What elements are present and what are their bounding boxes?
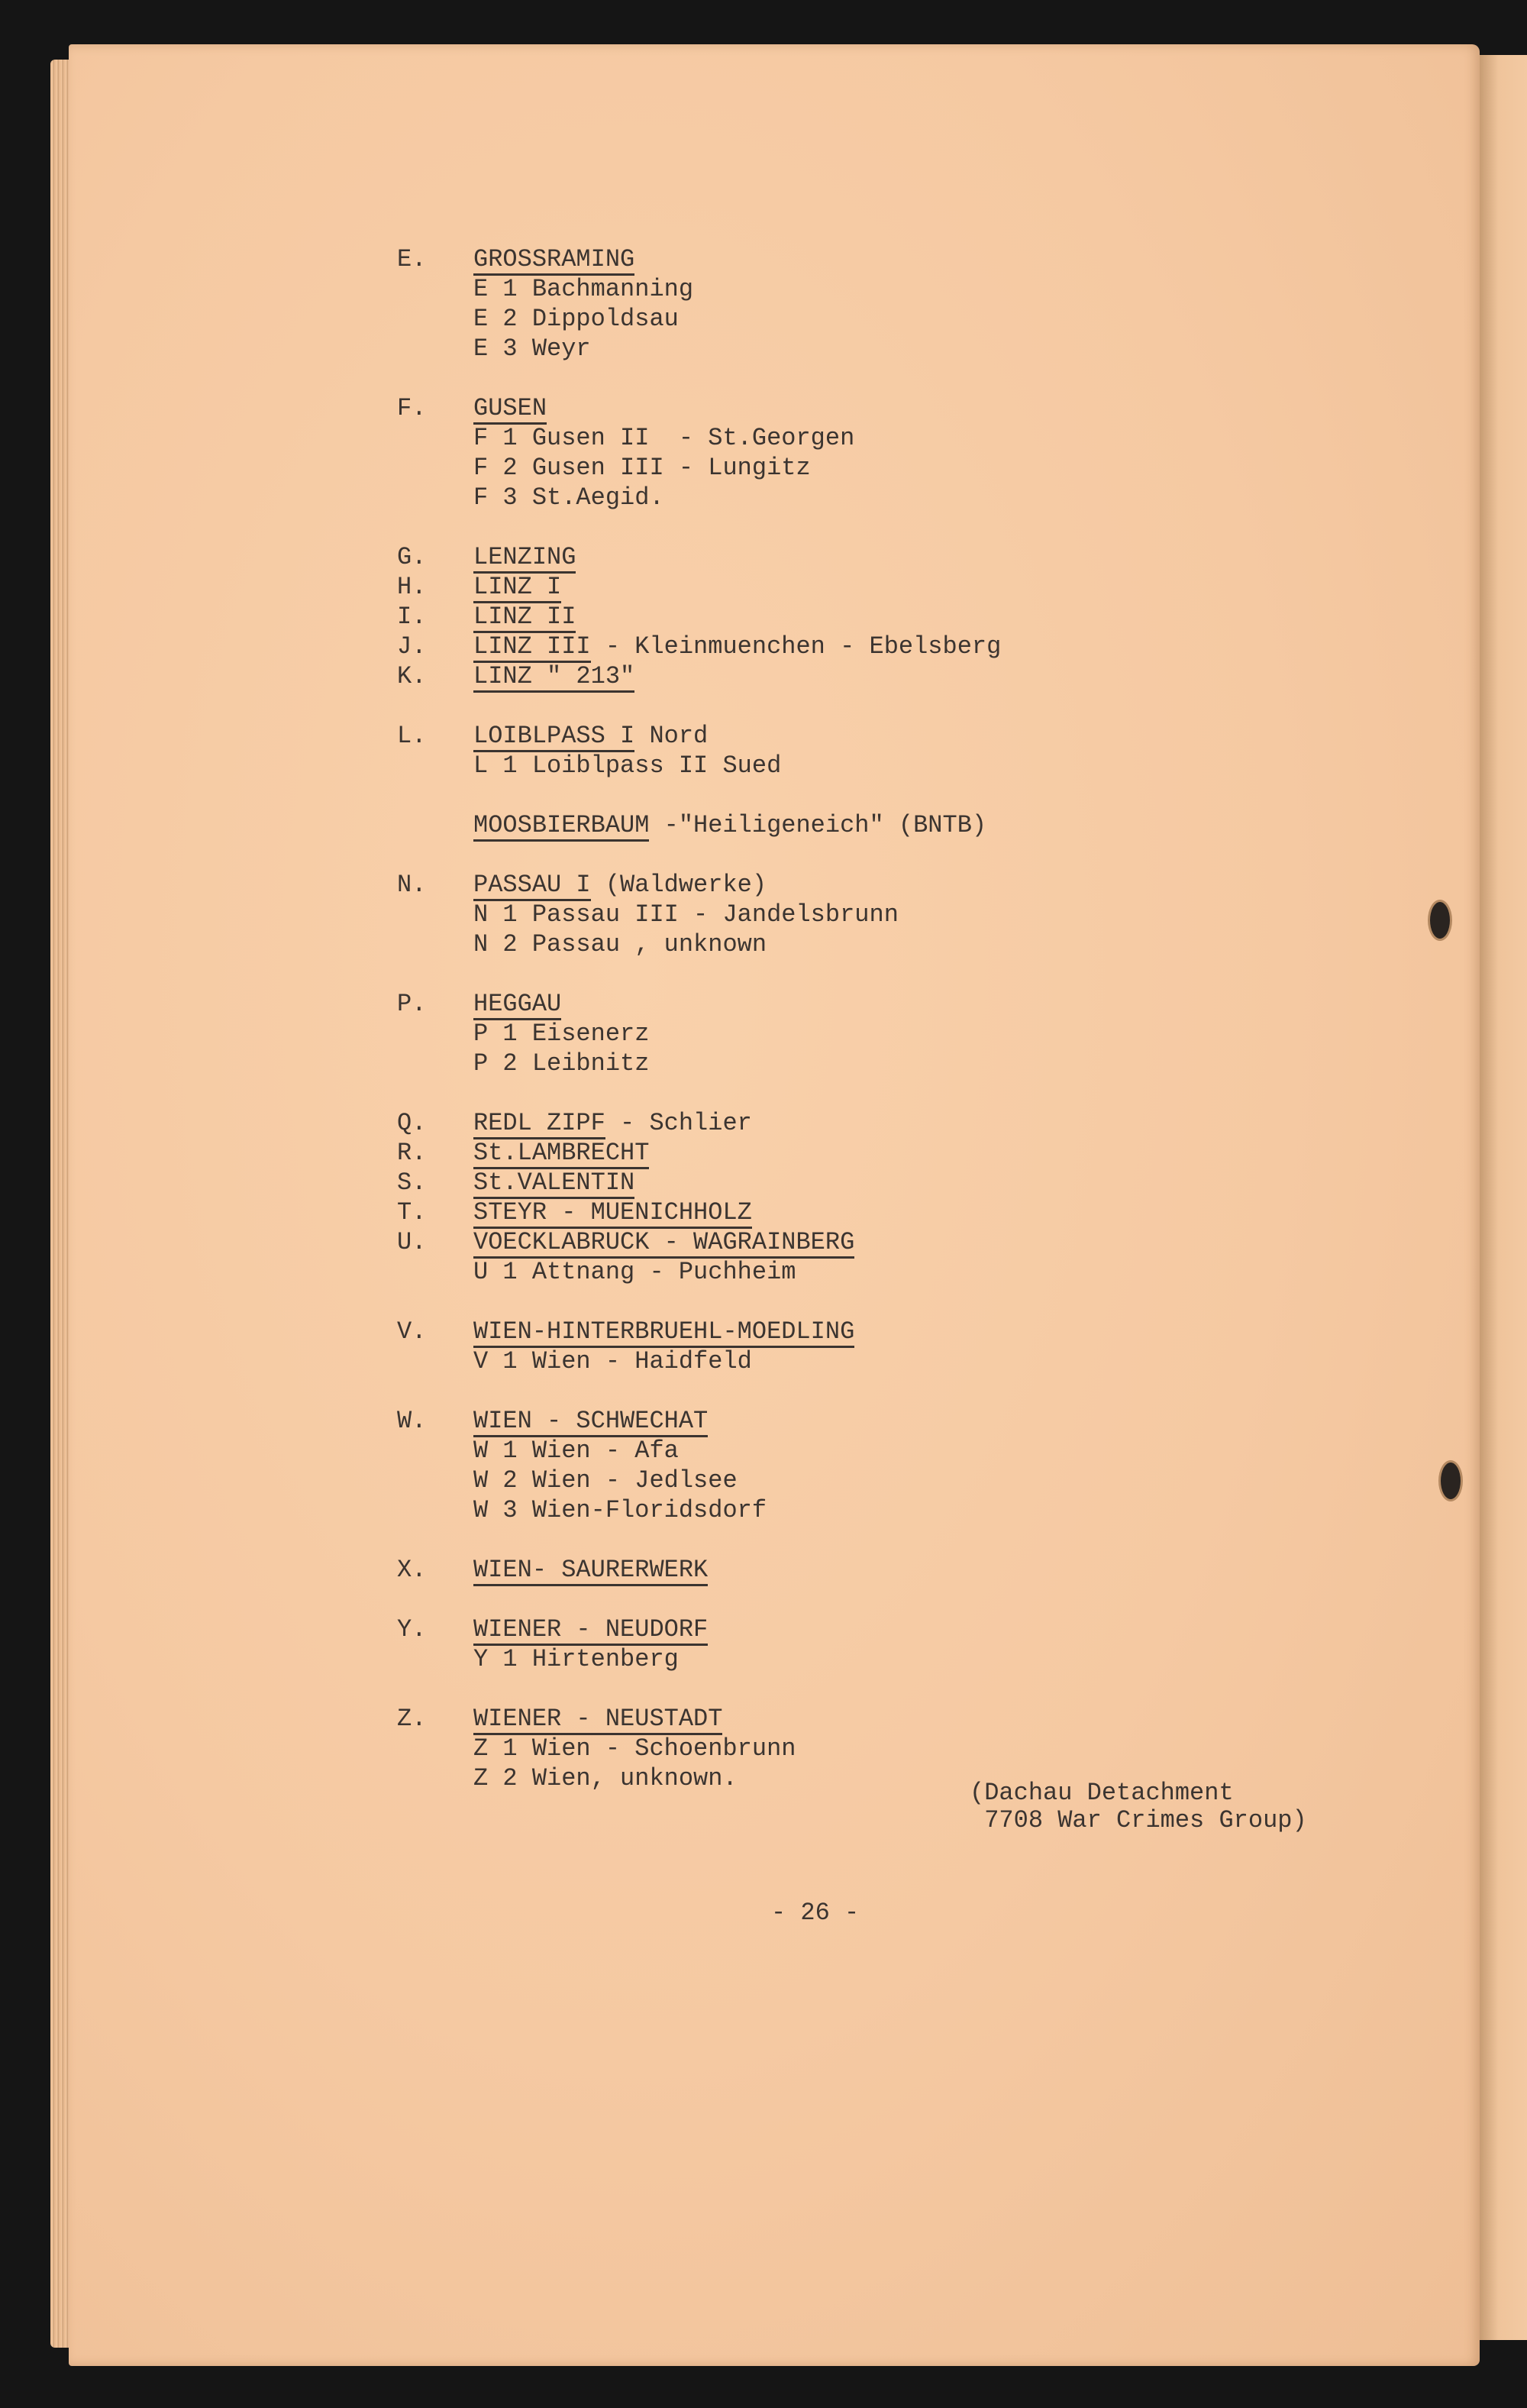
subcamp-row bbox=[397, 1644, 1351, 1674]
camp-name: REDL ZIPF bbox=[473, 1109, 605, 1139]
camp-section bbox=[397, 1406, 1351, 1525]
section-letter: E. bbox=[397, 245, 427, 273]
section-letter: L. bbox=[397, 722, 427, 750]
camp-section bbox=[397, 1614, 1351, 1674]
subcamp-name: Z 2 Wien, unknown. bbox=[473, 1764, 738, 1792]
binding-hole bbox=[1438, 1460, 1463, 1501]
section-letter: F. bbox=[397, 394, 427, 422]
section-letter: J. bbox=[397, 632, 427, 661]
camp-name: PASSAU I bbox=[473, 871, 591, 901]
section-letter: P. bbox=[397, 990, 427, 1018]
camp-section bbox=[397, 721, 1351, 781]
camp-heading-row bbox=[397, 1227, 1351, 1257]
section-letter: Z. bbox=[397, 1705, 427, 1733]
section-letter: G. bbox=[397, 543, 427, 571]
camp-heading-row bbox=[397, 661, 1351, 691]
subcamp-name: N 1 Passau III - Jandelsbrunn bbox=[473, 900, 899, 929]
camp-name: GROSSRAMING bbox=[473, 245, 634, 276]
subcamp-row bbox=[397, 1257, 1351, 1287]
subcamp-row bbox=[397, 483, 1351, 512]
section-letter: I. bbox=[397, 603, 427, 631]
camp-heading-row bbox=[397, 244, 1351, 274]
camp-section bbox=[397, 1317, 1351, 1376]
subcamp-name: W 3 Wien-Floridsdorf bbox=[473, 1496, 767, 1524]
camp-name: WIEN- SAURERWERK bbox=[473, 1556, 708, 1586]
camp-name: STEYR - MUENICHHOLZ bbox=[473, 1198, 752, 1229]
subcamp-name: E 3 Weyr bbox=[473, 335, 591, 363]
section-letter: K. bbox=[397, 662, 427, 690]
subcamp-row bbox=[397, 304, 1351, 334]
subcamp-name: W 2 Wien - Jedlsee bbox=[473, 1466, 738, 1495]
subcamp-row bbox=[397, 1049, 1351, 1078]
camp-detail: - Kleinmuenchen - Ebelsberg bbox=[590, 632, 1002, 661]
camp-heading-row bbox=[397, 542, 1351, 572]
camp-detail: - Schlier bbox=[605, 1109, 752, 1137]
camp-name: St.LAMBRECHT bbox=[473, 1139, 649, 1169]
subcamp-name: Y 1 Hirtenberg bbox=[473, 1645, 679, 1673]
subcamp-row bbox=[397, 929, 1351, 959]
subcamp-row bbox=[397, 1734, 1351, 1763]
camp-section bbox=[397, 989, 1351, 1078]
camp-detail: Nord bbox=[634, 722, 709, 750]
camp-heading-row bbox=[397, 1406, 1351, 1436]
camp-heading-row bbox=[397, 1108, 1351, 1138]
subcamp-row bbox=[397, 334, 1351, 364]
camp-heading-row bbox=[397, 1704, 1351, 1734]
camp-section bbox=[397, 1108, 1351, 1287]
section-letter: N. bbox=[397, 871, 427, 899]
camp-name: HEGGAU bbox=[473, 990, 561, 1020]
camp-name: WIEN-HINTERBRUEHL-MOEDLING bbox=[473, 1317, 854, 1348]
subcamp-name: E 1 Bachmanning bbox=[473, 275, 694, 303]
subcamp-name: V 1 Wien - Haidfeld bbox=[473, 1347, 752, 1375]
camp-detail: (Waldwerke) bbox=[590, 871, 767, 899]
camp-heading-row bbox=[397, 1168, 1351, 1198]
camp-detail: -"Heiligeneich" (BNTB) bbox=[649, 811, 987, 839]
camp-heading-row bbox=[397, 1317, 1351, 1346]
camp-section bbox=[397, 542, 1351, 691]
subcamp-name: N 2 Passau , unknown bbox=[473, 930, 767, 958]
camp-heading-row bbox=[397, 870, 1351, 900]
subcamp-row bbox=[397, 1346, 1351, 1376]
section-letter: U. bbox=[397, 1228, 427, 1256]
camp-name: LINZ " 213" bbox=[473, 662, 634, 693]
subcamp-name: W 1 Wien - Afa bbox=[473, 1437, 679, 1465]
subcamp-row bbox=[397, 1495, 1351, 1525]
subcamp-name: U 1 Attnang - Puchheim bbox=[473, 1258, 796, 1286]
facing-page-edge bbox=[1480, 55, 1527, 2340]
camp-heading-row bbox=[397, 632, 1351, 661]
section-letter: X. bbox=[397, 1556, 427, 1584]
camp-name: LENZING bbox=[473, 543, 576, 574]
camp-name: VOECKLABRUCK - WAGRAINBERG bbox=[473, 1228, 854, 1259]
subcamp-row bbox=[397, 1436, 1351, 1466]
camp-heading-row bbox=[397, 989, 1351, 1019]
camp-name: LINZ I bbox=[473, 573, 561, 603]
camp-heading-row bbox=[397, 1555, 1351, 1585]
camp-section bbox=[397, 1555, 1351, 1585]
camp-name: LINZ III bbox=[473, 632, 591, 663]
camp-heading-row bbox=[397, 721, 1351, 751]
camp-name: GUSEN bbox=[473, 394, 547, 425]
subcamp-name: F 3 St.Aegid. bbox=[473, 483, 664, 512]
subcamp-row bbox=[397, 1019, 1351, 1049]
camp-heading-row bbox=[397, 1614, 1351, 1644]
camp-heading-row bbox=[397, 393, 1351, 423]
subcamp-row bbox=[397, 900, 1351, 929]
footer-note: (Dachau Detachment 7708 War Crimes Group) bbox=[970, 1779, 1307, 1834]
subcamp-name: F 1 Gusen II - St.Georgen bbox=[473, 424, 855, 452]
subcamp-name: Z 1 Wien - Schoenbrunn bbox=[473, 1734, 796, 1763]
camp-list bbox=[397, 244, 1351, 1823]
camp-name: WIENER - NEUSTADT bbox=[473, 1705, 722, 1735]
section-letter: T. bbox=[397, 1198, 427, 1227]
section-letter: H. bbox=[397, 573, 427, 601]
section-letter: Y. bbox=[397, 1615, 427, 1644]
subcamp-row bbox=[397, 274, 1351, 304]
subcamp-name: P 1 Eisenerz bbox=[473, 1020, 650, 1048]
subcamp-name: E 2 Dippoldsau bbox=[473, 305, 679, 333]
section-letter: R. bbox=[397, 1139, 427, 1167]
section-letter: V. bbox=[397, 1317, 427, 1346]
section-letter: Q. bbox=[397, 1109, 427, 1137]
camp-name: MOOSBIERBAUM bbox=[473, 811, 649, 842]
camp-section bbox=[397, 810, 1351, 840]
camp-section bbox=[397, 244, 1351, 364]
subcamp-row bbox=[397, 423, 1351, 453]
page-number: - 26 - bbox=[771, 1899, 860, 1927]
subcamp-row bbox=[397, 751, 1351, 781]
subcamp-row bbox=[397, 1466, 1351, 1495]
camp-heading-row bbox=[397, 1138, 1351, 1168]
camp-name: LOIBLPASS I bbox=[473, 722, 634, 752]
camp-heading-row bbox=[397, 602, 1351, 632]
camp-heading-row bbox=[397, 572, 1351, 602]
camp-heading-row bbox=[397, 1198, 1351, 1227]
section-letter: W. bbox=[397, 1407, 427, 1435]
binding-hole bbox=[1428, 900, 1452, 941]
camp-name: St.VALENTIN bbox=[473, 1168, 634, 1199]
camp-section bbox=[397, 870, 1351, 959]
subcamp-row bbox=[397, 453, 1351, 483]
subcamp-name: F 2 Gusen III - Lungitz bbox=[473, 454, 811, 482]
camp-section bbox=[397, 393, 1351, 512]
section-letter: S. bbox=[397, 1168, 427, 1197]
camp-heading-row bbox=[397, 810, 1351, 840]
subcamp-name: P 2 Leibnitz bbox=[473, 1049, 650, 1078]
camp-name: LINZ II bbox=[473, 603, 576, 633]
camp-name: WIEN - SCHWECHAT bbox=[473, 1407, 708, 1437]
subcamp-name: L 1 Loiblpass II Sued bbox=[473, 751, 782, 780]
camp-name: WIENER - NEUDORF bbox=[473, 1615, 708, 1646]
